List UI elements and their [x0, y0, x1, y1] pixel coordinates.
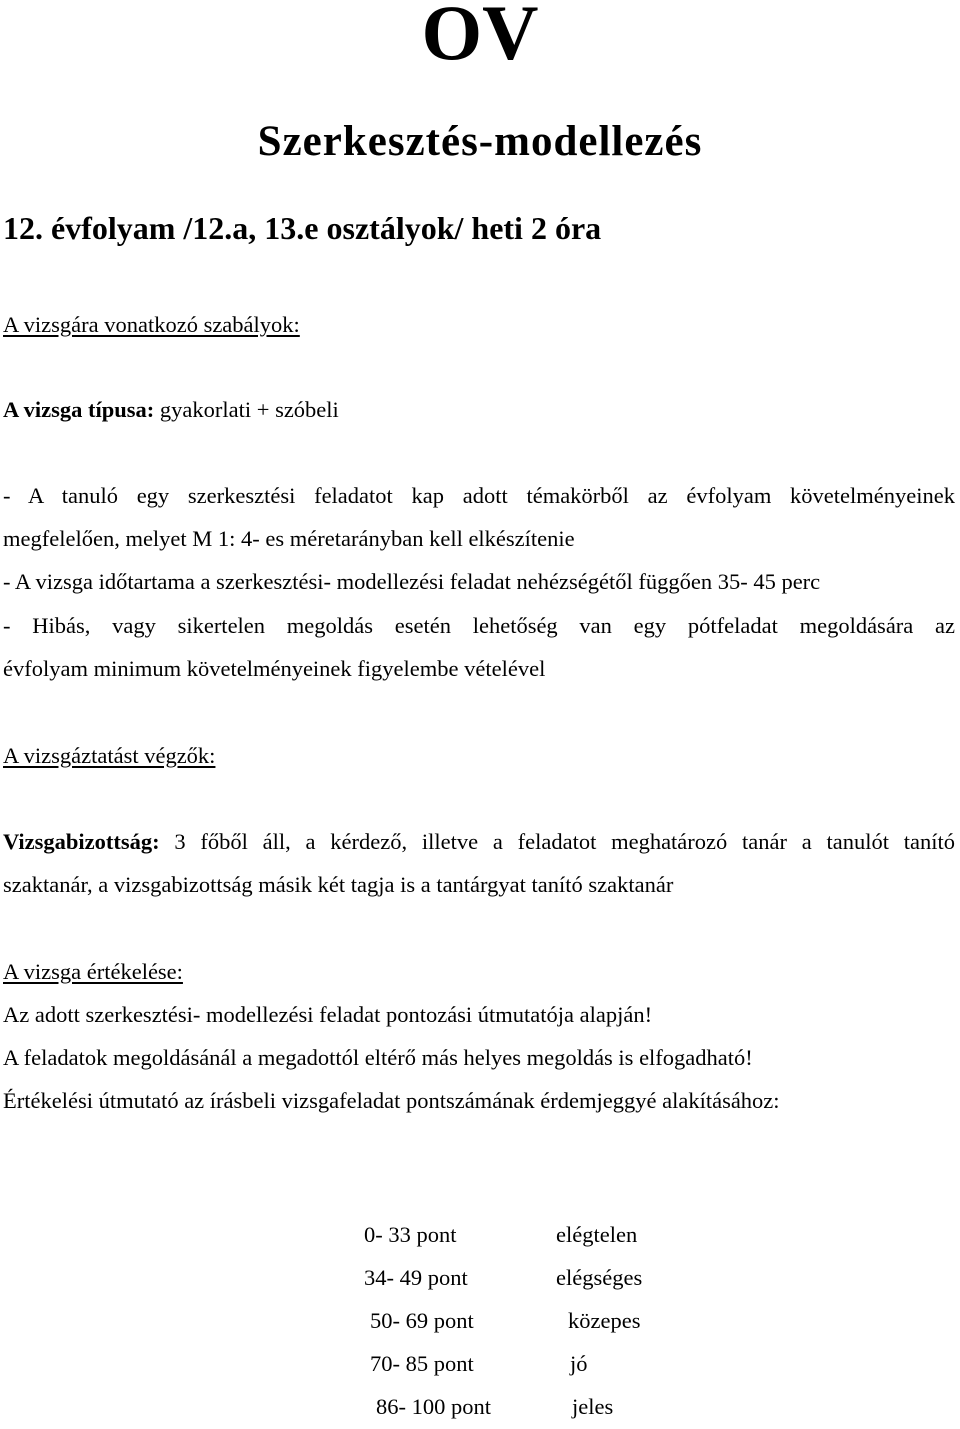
table-row — [364, 1386, 642, 1429]
examiners-line-1 — [3, 828, 955, 856]
grade-line: 12. évfolyam /12.a, 13.e osztályok/ heti 2 óra — [3, 210, 602, 246]
rule-item-3-line-1: - Hibás, vagy sikertelen megoldás esetén lehetőség van egy pótfeladat megoldására az — [3, 613, 955, 638]
exam-type-value: gyakorlati + szóbeli — [154, 397, 339, 422]
examiners-heading: A vizsgáztatást végzők: — [3, 743, 216, 768]
rule-item-1-line-1: - A tanuló egy szerkesztési feladatot kap adott témakörből az évfolyam követelményeinek — [3, 483, 955, 508]
evaluation-heading: A vizsga értékelése: — [3, 959, 183, 984]
grading-range: 86- 100 pont — [376, 1394, 491, 1420]
exam-type-label: A vizsga típusa: — [3, 397, 155, 422]
evaluation-line-2: A feladatok megoldásánál a megadottól eltérő más helyes megoldás is elfogadható! — [3, 1045, 753, 1070]
grading-range: 0- 33 pont — [364, 1221, 457, 1247]
rules-heading: A vizsgára vonatkozó szabályok: — [3, 312, 300, 337]
grading-grade: elégséges — [556, 1264, 643, 1290]
grading-grade: jó — [570, 1351, 588, 1377]
grading-grade: elégtelen — [556, 1221, 638, 1247]
grading-range: 34- 49 pont — [364, 1264, 468, 1290]
examiners-line-2: szaktanár, a vizsgabizottság másik két tagja is a tantárgyat tanító szaktanár — [3, 872, 674, 897]
page-title: Szerkesztés-modellezés — [257, 118, 703, 165]
table-row — [364, 1256, 642, 1299]
table-row — [364, 1343, 642, 1386]
grading-table — [364, 1213, 642, 1429]
evaluation-line-3: Értékelési útmutató az írásbeli vizsgafeladat pontszámának érdemjeggyé alakításához: — [3, 1088, 780, 1113]
rule-item-2: - A vizsga időtartama a szerkesztési- modellezési feladat nehézségétől függően 35- 45 perc — [3, 569, 821, 594]
rule-item-3-line-2: évfolyam minimum követelményeinek figyelembe vételével — [3, 656, 546, 681]
ov-heading: OV — [421, 0, 539, 76]
examiners-text-1: 3 főből áll, a kérdező, illetve a feladatot meghatározó tanár a tanulót tanító — [159, 829, 955, 854]
exam-type — [3, 396, 339, 424]
evaluation-line-1: Az adott szerkesztési- modellezési feladat pontozási útmutatója alapján! — [3, 1002, 653, 1027]
rule-item-1-line-2: megfelelően, melyet M 1: 4- es méretarányban kell elkészítenie — [3, 526, 575, 551]
grading-range: 50- 69 pont — [370, 1307, 474, 1333]
table-row — [364, 1299, 642, 1342]
grading-range: 70- 85 pont — [370, 1351, 474, 1377]
grading-grade: jeles — [572, 1394, 614, 1420]
examiners-label: Vizsgabizottság: — [3, 829, 160, 854]
table-row — [364, 1213, 642, 1256]
grading-grade: közepes — [568, 1307, 641, 1333]
